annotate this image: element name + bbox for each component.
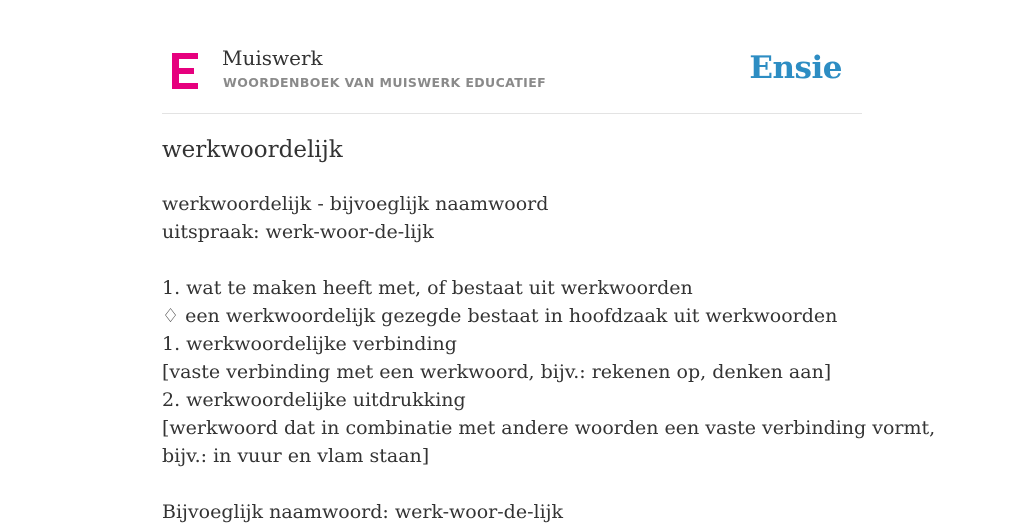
brand-subtitle: WOORDENBOEK VAN MUISWERK EDUCATIEF [223,75,547,90]
muiswerk-logo-icon[interactable] [172,53,200,89]
sub-sense-1: 1. werkwoordelijke verbinding [162,333,457,355]
pronunciation-line: uitspraak: werk-woor-de-lijk [162,221,434,243]
hyphenation-line: Bijvoeglijk naamwoord: werk-woor-de-lijk [162,501,564,523]
sense-1: 1. wat te maken heeft met, of bestaat uit werkwoorden [162,277,693,299]
sub-sense-1-note: [vaste verbinding met een werkwoord, bijv.: rekenen op, denken aan] [162,361,832,383]
word-title: werkwoordelijk [162,137,343,163]
sub-sense-2: 2. werkwoordelijke uitdrukking [162,389,466,411]
brand-name[interactable]: Muiswerk [222,46,323,70]
part-of-speech-line: werkwoordelijk - bijvoeglijk naamwoord [162,193,549,215]
header [162,40,862,114]
spacer [162,470,862,498]
sub-sense-2-note-a: [werkwoord dat in combinatie met andere woorden een vaste verbinding vormt, [162,417,936,439]
spacer [162,246,862,274]
definition-body [162,190,936,526]
ensie-logo-link[interactable]: Ensie [749,50,842,86]
example-1: ♢ een werkwoordelijk gezegde bestaat in hoofdzaak uit werkwoorden [162,305,838,327]
sub-sense-2-note-b: bijv.: in vuur en vlam staan] [162,445,430,467]
